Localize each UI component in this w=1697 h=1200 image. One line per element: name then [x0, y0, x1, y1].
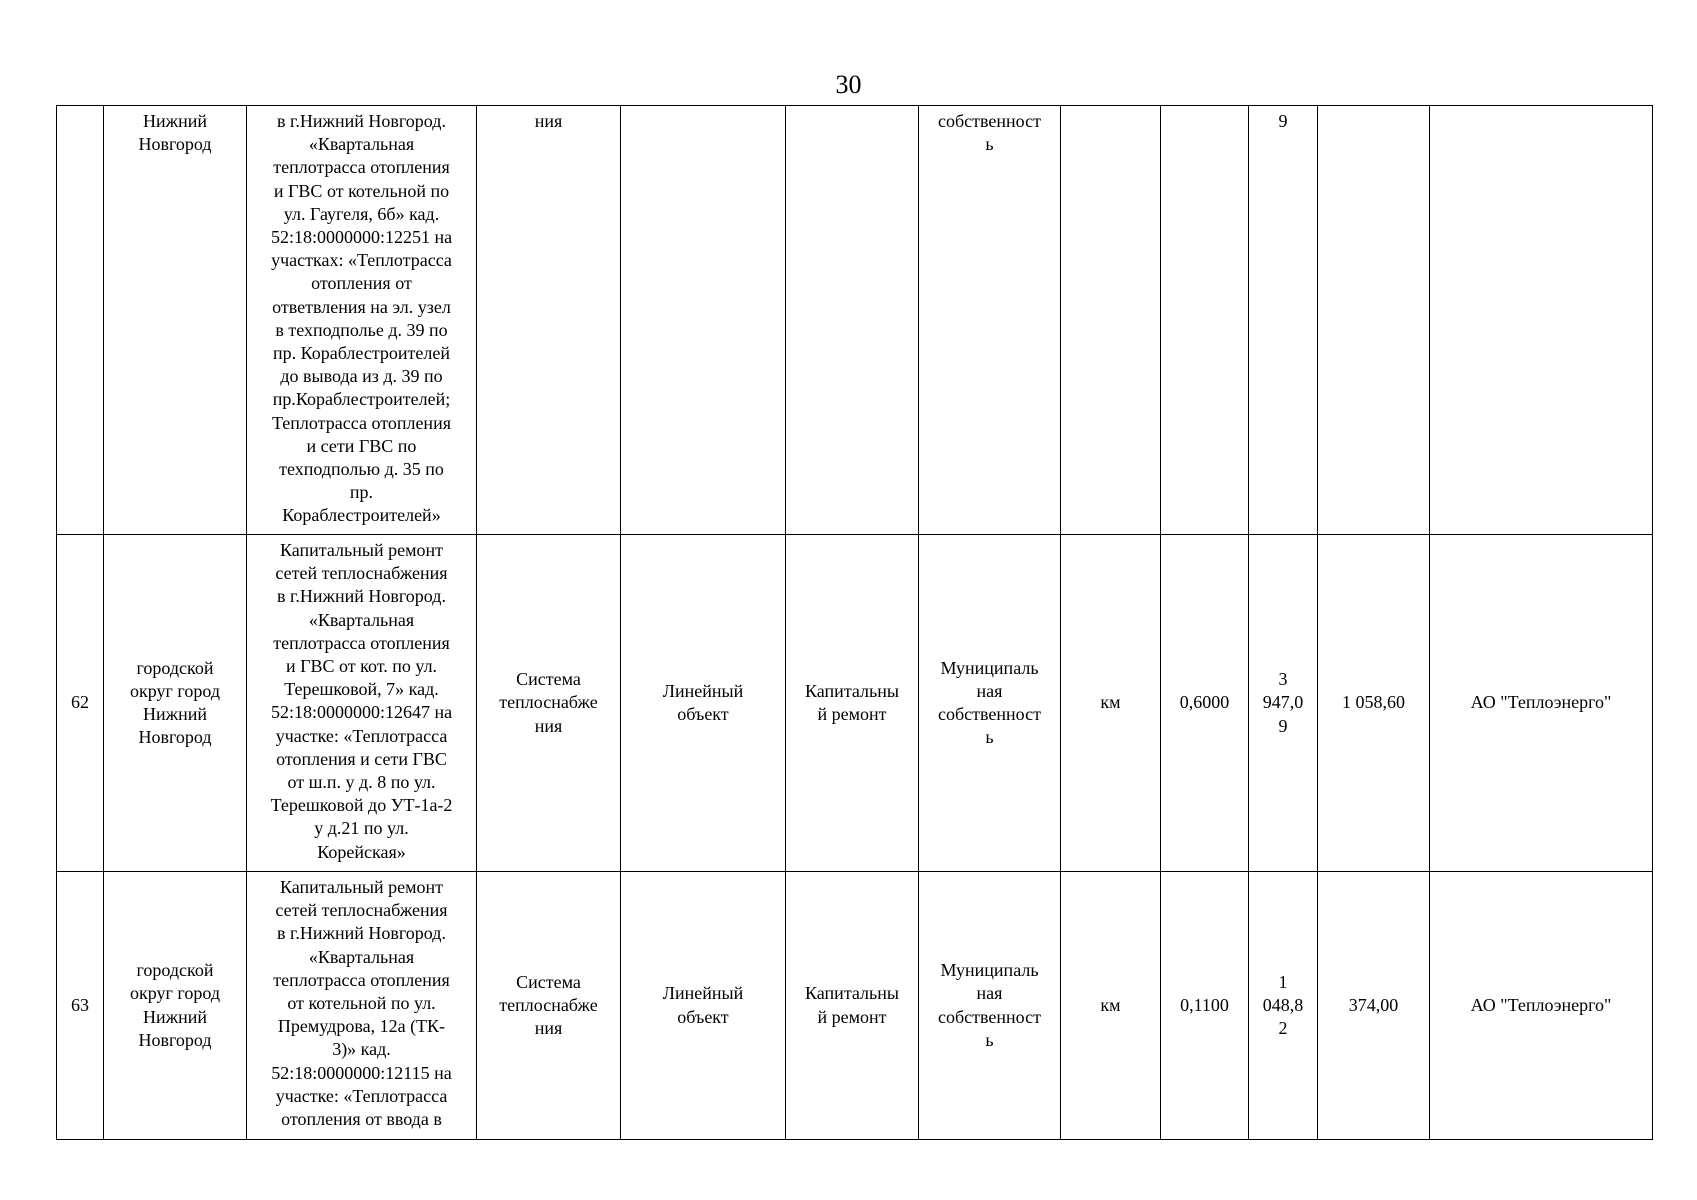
ownership-cell: Муниципаль ная собственност ь	[919, 872, 1061, 1140]
cost-total-cell: 1 058,60	[1318, 535, 1430, 872]
quantity-cell	[1161, 106, 1249, 535]
quantity-cell: 0,6000	[1161, 535, 1249, 872]
quantity-cell: 0,1100	[1161, 872, 1249, 1140]
system-cell: Система теплоснабже ния	[477, 872, 621, 1140]
organization-cell: АО "Теплоэнерго"	[1430, 535, 1653, 872]
unit-cell: км	[1061, 872, 1161, 1140]
organization-cell: АО "Теплоэнерго"	[1430, 872, 1653, 1140]
unit-cell: км	[1061, 535, 1161, 872]
work-type-cell	[786, 106, 919, 535]
cost-cell: 3 947,0 9	[1249, 535, 1318, 872]
description-cell: в г.Нижний Новгород. «Квартальная теплотрасса отопления и ГВС от котельной по ул. Гаугеля, 6б» кад. 52:18:0000000:12251 на участках: «Теплотрасса отопления от ответвления на эл. узел в техподполье д. 39 по пр. Кораблестроителей до вывода из д. 39 по пр.Кораблестроителей; Теплотрасса отопления и сети ГВС по техподполью д. 35 по пр. Кораблестроителей»	[247, 106, 477, 535]
territory-cell: городской округ город Нижний Новгород	[104, 872, 247, 1140]
description-cell: Капитальный ремонт сетей теплоснабжения в г.Нижний Новгород. «Квартальная теплотрасса отопления от котельной по ул. Премудрова, 12а (ТК- 3)» кад. 52:18:0000000:12115 на участке: «Теплотрасса отопления от ввода в	[247, 872, 477, 1140]
object-type-cell: Линейный объект	[621, 872, 786, 1140]
territory-cell: Нижний Новгород	[104, 106, 247, 535]
system-cell: Система теплоснабже ния	[477, 535, 621, 872]
work-type-cell: Капитальны й ремонт	[786, 535, 919, 872]
organization-cell	[1430, 106, 1653, 535]
cost-cell: 9	[1249, 106, 1318, 535]
unit-cell	[1061, 106, 1161, 535]
cost-total-cell	[1318, 106, 1430, 535]
table-row	[57, 872, 1653, 1140]
cost-total-cell: 374,00	[1318, 872, 1430, 1140]
territory-cell: городской округ город Нижний Новгород	[104, 535, 247, 872]
row-number: 62	[57, 535, 104, 872]
table-row	[57, 535, 1653, 872]
object-type-cell: Линейный объект	[621, 535, 786, 872]
table-row	[57, 106, 1653, 535]
ownership-cell: собственност ь	[919, 106, 1061, 535]
cost-cell: 1 048,8 2	[1249, 872, 1318, 1140]
description-cell: Капитальный ремонт сетей теплоснабжения в г.Нижний Новгород. «Квартальная теплотрасса отопления и ГВС от кот. по ул. Терешковой, 7» кад. 52:18:0000000:12647 на участке: «Теплотрасса отопления и сети ГВС от ш.п. у д. 8 по ул. Терешковой до УТ-1а-2 у д.21 по ул. Корейская»	[247, 535, 477, 872]
page-number: 30	[835, 70, 862, 99]
ownership-cell: Муниципаль ная собственност ь	[919, 535, 1061, 872]
system-cell: ния	[477, 106, 621, 535]
works-table	[56, 105, 1653, 1140]
row-number: 63	[57, 872, 104, 1140]
row-number	[57, 106, 104, 535]
object-type-cell	[621, 106, 786, 535]
work-type-cell: Капитальны й ремонт	[786, 872, 919, 1140]
